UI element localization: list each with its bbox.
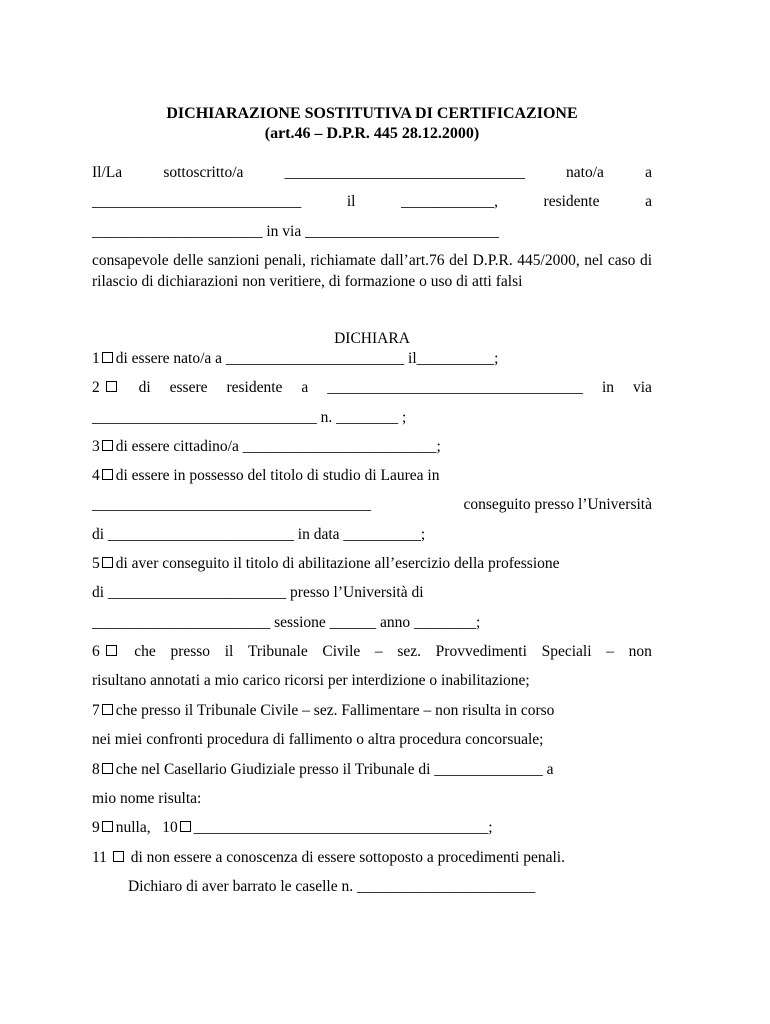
item-5-cont[interactable]: di _______________________ presso l’Università di (92, 584, 424, 601)
birthplace-field[interactable]: ___________________________ (92, 193, 302, 210)
item-7: 7 che presso il Tribunale Civile – sez. Fallimentare – non risulta in corso (92, 702, 555, 719)
item-6-cont: risultano annotati a mio carico ricorsi per interdizione o inabilitazione; (92, 672, 530, 689)
item-4-cont-2[interactable]: di ________________________ in data __________; (92, 526, 426, 543)
item-6: 6 che presso il Tribunale Civile – sez. Provvedimenti Speciali – non (92, 643, 652, 660)
item-5: 5 di aver conseguito il titolo di abilitazione all’esercizio della professione (92, 555, 560, 572)
item-7-cont: nei miei confronti procedura di fallimento o altra procedura concorsuale; (92, 731, 544, 748)
intro-line-3[interactable]: ______________________ in via _________________________ (92, 223, 499, 240)
item-2: 2 di essere residente a _________________________________ in via (92, 379, 652, 396)
dichiara-heading: DICHIARA (334, 330, 410, 347)
checkbox-9[interactable] (102, 821, 113, 832)
item-8: 8 che nel Casellario Giudiziale presso il Tribunale di ______________ a (92, 761, 554, 778)
intro-line-1: Il/La sottoscritto/a _______________________________ nato/a a (92, 164, 652, 181)
item-4: 4 di essere in possesso del titolo di studio di Laurea in (92, 467, 440, 484)
item-9-10: 9 nulla, 10 ______________________________________; (92, 819, 493, 836)
checkbox-4[interactable] (102, 469, 113, 480)
intro-line-2: ___________________________ il ____________, residente a (92, 193, 652, 210)
doc-title: DICHIARAZIONE SOSTITUTIVA DI CERTIFICAZIONE (166, 105, 578, 122)
checkbox-8[interactable] (102, 763, 113, 774)
birthdate-field[interactable]: ____________, (401, 193, 498, 210)
item-1: 1 di essere nato/a a _______________________ il__________; (92, 350, 499, 367)
item-5-cont-2[interactable]: _______________________ sessione ______ anno ________; (92, 614, 481, 631)
item-2-cont[interactable]: _____________________________ n. ________ ; (92, 409, 407, 426)
closing-line[interactable]: Dichiaro di aver barrato le caselle n. _______________________ (128, 878, 536, 895)
checkbox-10[interactable] (180, 821, 191, 832)
checkbox-7[interactable] (102, 704, 113, 715)
checkbox-6[interactable] (106, 645, 117, 656)
item-4-cont: ____________________________________ conseguito presso l’Università (92, 496, 652, 513)
doc-subtitle: (art.46 – D.P.R. 445 28.12.2000) (264, 125, 480, 142)
checkbox-3[interactable] (102, 440, 113, 451)
checkbox-11[interactable] (113, 851, 124, 862)
checkbox-2[interactable] (106, 381, 117, 392)
item-3: 3 di essere cittadino/a _________________________; (92, 438, 441, 455)
name-field[interactable]: _______________________________ (284, 164, 525, 181)
consapevole-paragraph: consapevole delle sanzioni penali, richiamate dall’art.76 del D.P.R. 445/2000, nel caso di rilascio di dichiarazioni non veritiere, di formazione o uso di atti falsi (92, 252, 652, 290)
checkbox-1[interactable] (102, 352, 113, 363)
item-8-cont: mio nome risulta: (92, 790, 202, 807)
item-11: 11 di non essere a conoscenza di essere sottoposto a procedimenti penali. (92, 849, 565, 866)
checkbox-5[interactable] (102, 557, 113, 568)
